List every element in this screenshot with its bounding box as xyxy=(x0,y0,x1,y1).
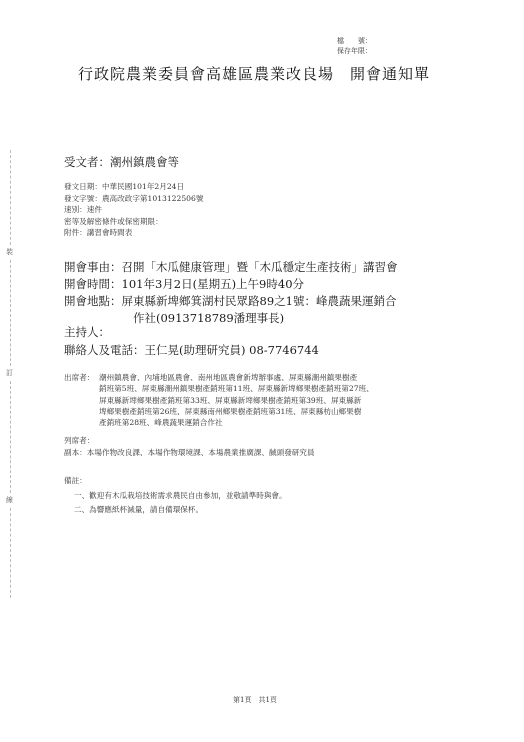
notes-label: 備註： xyxy=(64,476,87,485)
attendees-line: 產銷班第28班、峰農蔬果運銷合作社 xyxy=(99,418,223,428)
doc-info-block xyxy=(64,181,203,239)
page-footer: 第1頁 共1頁 xyxy=(233,696,277,704)
meeting-details xyxy=(64,259,398,327)
meeting-contact: 聯絡人及電話：王仁晃(助理研究員) 08-7746744 xyxy=(64,343,319,357)
recipient-line: 受文者：潮州鎮農會等 xyxy=(64,155,179,169)
doc-speed: 速別：速件 xyxy=(64,205,102,214)
file-number-label: 檔 號： xyxy=(337,37,372,45)
note-item: 二、為響應紙杯減量，請自備環保杯。 xyxy=(74,505,204,514)
binding-mark-bottom: 線 xyxy=(6,496,13,504)
binding-mark-middle: 訂 xyxy=(6,369,13,377)
meeting-location: 開會地點：屏東縣新埤鄉箕湖村民眾路89之1號：峰農蔬果運銷合 xyxy=(64,294,397,308)
doc-security: 密等及解密條件或保密期限： xyxy=(64,216,163,226)
binding-mark-top: 裝 xyxy=(6,248,13,256)
copies-line: 副本：本場作物改良課、本場作物環境課、本場農業推廣課、馘頭發研究員 xyxy=(64,448,315,457)
attendees-line: 埤鄉果樹產銷班第26班、屏東縣南州鄉果樹產銷班第31班、屏東縣枋山鄉果樹 xyxy=(99,406,362,416)
meeting-time: 開會時間：101年3月2日(星期五)上午9時40分 xyxy=(64,277,305,291)
meeting-chair: 主持人： xyxy=(64,325,110,339)
attendees-label: 出席者： xyxy=(64,373,95,382)
attendees-line: 銷班第5班、屏東縣潮州鎮果樹產銷班第11班、屏東縣新埤鄉果樹產銷班第27班、 xyxy=(99,384,374,394)
note-item: 一、歡迎有木瓜栽培技術需求農民自由參加，並敬請準時與會。 xyxy=(74,491,287,500)
observers-label: 列席者： xyxy=(64,436,95,445)
notes-list xyxy=(74,489,287,517)
binding-line-bottom xyxy=(10,508,11,598)
attendees-list xyxy=(99,372,374,428)
doc-number: 發文字號：農高改政字第1013122506號 xyxy=(64,193,204,203)
doc-attachment: 附件：講習會時間表 xyxy=(64,228,133,237)
meeting-subject: 開會事由：召開「木瓜健康管理」暨「木瓜穩定生產技術」講習會 xyxy=(64,260,398,274)
binding-line-top xyxy=(10,150,11,245)
binding-line-middle xyxy=(10,260,11,366)
doc-date: 發文日期：中華民國101年2月24日 xyxy=(64,182,185,191)
retention-period-label: 保存年限： xyxy=(337,47,372,55)
attendees-line: 屏東縣新埤鄉果樹產銷班第33班、屏東縣新埤鄉果樹產銷班第39班、屏東縣新 xyxy=(99,395,362,405)
binding-line-lower xyxy=(10,381,11,493)
attendees-line: 潮州鎮農會、內埔地區農會、南州地區農會新埤辦事處、屏東縣潮州鎮果樹產 xyxy=(99,373,358,382)
document-title: 行政院農業委員會高雄區農業改良場 開會通知單 xyxy=(78,65,431,83)
meeting-location-cont: 作社(0913718789潘理事長) xyxy=(133,311,285,325)
